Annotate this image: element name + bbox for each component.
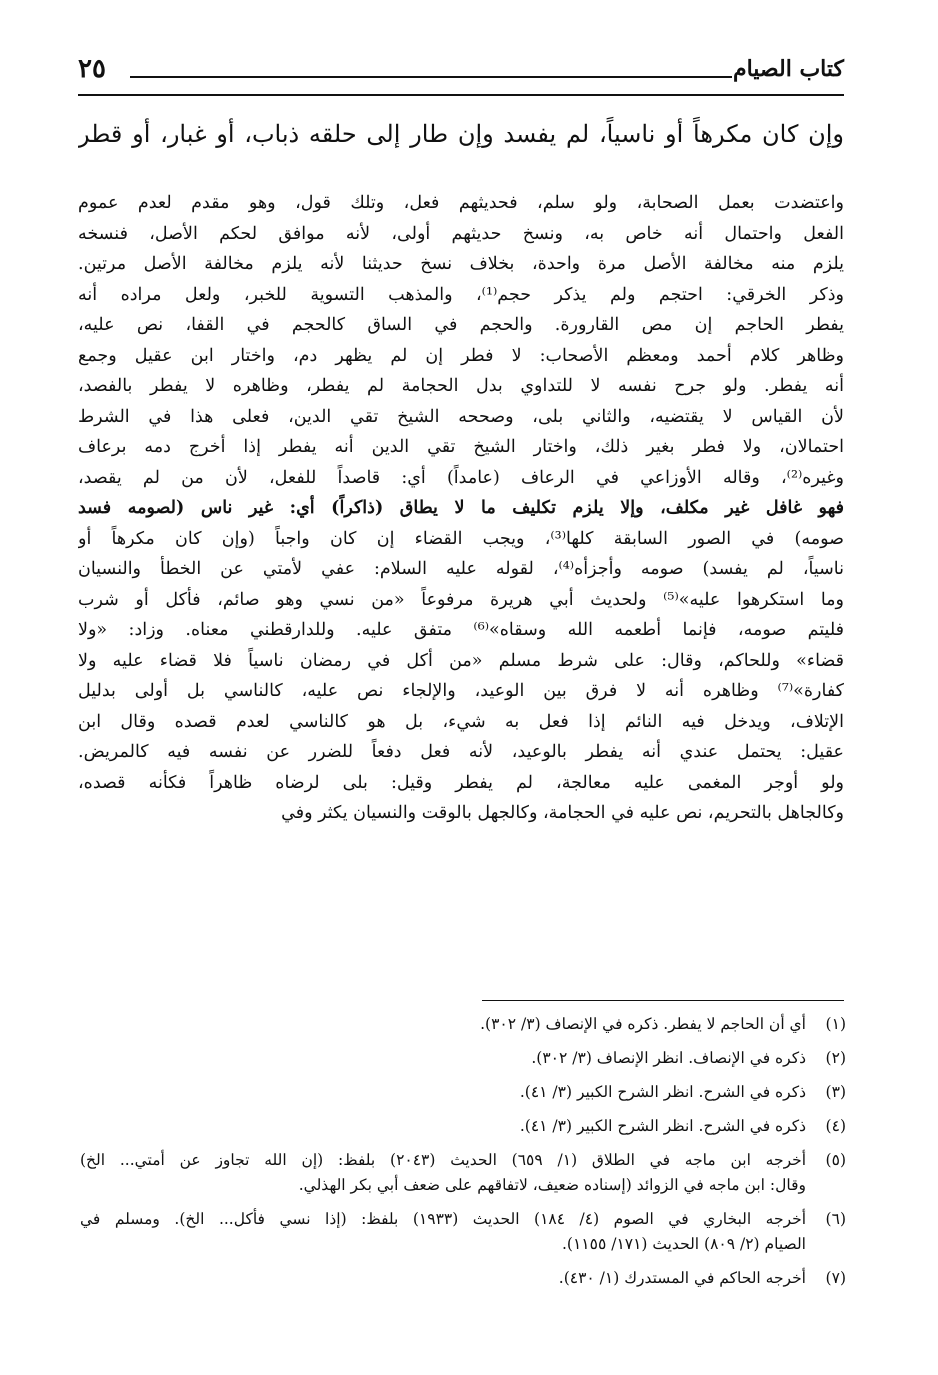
footnote-text: ذكره في الشرح. انظر الشرح الكبير (٣/ ٤١).	[519, 1117, 806, 1135]
footnotes	[80, 1012, 846, 1300]
header-rule	[78, 94, 844, 96]
footnote	[80, 1266, 846, 1291]
commentary-body	[78, 188, 844, 829]
body-line: يفطر الحاجم إن مص القارورة. والحجم في الساق كالحجم في القفا، نص عليه،	[78, 315, 844, 335]
body-line: الإتلاف، ويدخل فيه النائم إذا فعل به شيء، بل هو كالناسي لعدم قصده وقال ابن	[78, 711, 844, 732]
body-line: يلزم منه مخالفة الأصل مرة واحدة، بخلاف نسخ حديثنا لأنه يلزم مخالفة الأصل مرتين.	[78, 254, 844, 274]
footnote-text: ذكره في الشرح. انظر الشرح الكبير (٣/ ٤١).	[519, 1083, 806, 1101]
body-line: وذكر الخرقي: احتجم ولم يذكر حجم⁽¹⁾، والمذهب التسوية للخبر، ولعل مراده أنه	[78, 284, 844, 305]
page-number: ٢٥	[78, 54, 106, 84]
body-line: عقيل: يحتمل عندي أنه يفطر بالوعيد، لأنه فعل دفعاً للضرر عن نفسه فيه كالمريض.	[78, 742, 844, 762]
running-header	[78, 52, 844, 92]
footnote-number: (١)	[825, 1015, 846, 1033]
footnote	[80, 1114, 846, 1139]
body-line: قضاء» وللحاكم، وقال: على شرط مسلم «من أكل في رمضان ناسياً فلا قضاء عليه ولا	[78, 650, 844, 671]
body-line: وظاهر كلام أحمد ومعظم الأصحاب: لا فطر إن لم يظهر دم، واختار ابن عقيل وجمع	[78, 345, 844, 366]
body-line: فهو غافل غير مكلف، وإلا يلزم تكليف ما لا يطاق (ذاكراً) أي: غير ناس (لصومه فسد	[78, 498, 844, 518]
footnote-separator	[482, 1000, 844, 1001]
footnote-number: (٤)	[825, 1117, 846, 1135]
body-line: فليتم صومه، فإنما أطعمه الله وسقاه»⁽⁶⁾ متفق عليه. وللدارقطني معناه. وزاد: «ولا	[78, 620, 844, 640]
body-line: ولو أوجر المغمى عليه معالجة، لم يفطر وقيل: بلى لرضاه ظاهراً فكأنه قصده،	[78, 772, 844, 793]
footnote-number: (٧)	[825, 1269, 846, 1287]
footnote-number: (٣)	[825, 1083, 846, 1101]
footnote-text: أخرجه البخاري في الصوم (٤/ ١٨٤) الحديث (١٩٣٣) بلفظ: (إذا نسي فأكل... الخ). ومسلم في	[80, 1210, 806, 1228]
header-title: كتاب الصيام	[732, 56, 844, 82]
body-line: ناسياً، لم يفسد) صومه وأجزأه⁽⁴⁾، لقوله عليه السلام: عفي لأمتي عن الخطأ والنسيان	[78, 559, 844, 579]
body-line: احتمالان، ولا فطر بغير ذلك، واختار الشيخ تقي الدين أنه يفطر إذا أخرج دمه برعاف	[78, 437, 844, 457]
matn-text: وإن كان مكرهاً أو ناسياً، لم يفسد وإن طار إلى حلقه ذباب، أو غبار، أو قطر	[78, 120, 844, 148]
footnote-text: أخرجه الحاكم في المستدرك (١/ ٤٣٠).	[558, 1269, 806, 1287]
footnote-text: أي أن الحاجم لا يفطر. ذكره في الإنصاف (٣/ ٣٠٢).	[480, 1015, 806, 1033]
footnote	[80, 1080, 846, 1105]
body-line: وغيره⁽²⁾، وقاله الأوزاعي في الرعاف (عامداً) أي: قاصداً للفعل، لأن من لم يقصد،	[78, 467, 844, 488]
footnote-text: أخرجه ابن ماجه في الطلاق (١/ ٦٥٩) الحديث (٢٠٤٣) بلفظ: (إن الله تجاوز عن أمتي... الخ)	[80, 1151, 806, 1169]
footnote	[80, 1148, 846, 1198]
body-line: لأن القياس لا يقتضيه، والثاني بلى، وصححه الشيخ تقي الدين، فعلى هذا في الشرط	[78, 406, 844, 427]
body-line: وكالجاهل بالتحريم، نص عليه في الحجامة، وكالجهل بالوقت والنسيان يكثر وفي	[281, 803, 844, 823]
header-dash-line	[130, 76, 732, 78]
body-line: صومه) في الصور السابقة كلها⁽³⁾، ويجب القضاء إن كان واجباً (وإن كان مكرهاً أو	[78, 528, 844, 549]
footnote-number: (٥)	[825, 1151, 846, 1169]
footnote-number: (٦)	[825, 1210, 846, 1228]
body-line: كفارة»⁽⁷⁾ وظاهره أنه لا فرق بين الوعيد، والإلجاء نص عليه، كالناسي بل أولى بدليل	[78, 681, 844, 701]
footnote	[80, 1207, 846, 1257]
body-line: واعتضدت بعمل الصحابة، ولو سلم، فحديثهم فعل، وتلك قول، وهو مقدم لعدم عموم	[78, 193, 844, 213]
body-line: وما استكرهوا عليه»⁽⁵⁾ ولحديث أبي هريرة مرفوعاً «من نسي وهو صائم، فأكل أو شرب	[78, 589, 844, 610]
body-line: أنه يفطر. ولو جرح نفسه لا للتداوي بدل الحجامة لم يفطر، وظاهره لا يفطر بالفصد،	[78, 376, 844, 396]
footnote-number: (٢)	[825, 1049, 846, 1067]
body-line: الفعل واحتمال أنه خاص به، ونسخ حديثهم أولى، لأنه موافق لحكم الأصل، فنسخه	[78, 223, 844, 244]
footnote-text: وقال: ابن ماجه في الزوائد (إسناده ضعيف، لاتفاقهم على ضعف أبي بكر الهذلي.	[298, 1176, 806, 1194]
footnote	[80, 1046, 846, 1071]
footnote	[80, 1012, 846, 1037]
footnote-text: الصيام (٢/ ٨٠٩) الحديث (١٧١/ ١١٥٥).	[561, 1235, 806, 1253]
footnote-text: ذكره في الإنصاف. انظر الإنصاف (٣/ ٣٠٢).	[531, 1049, 806, 1067]
